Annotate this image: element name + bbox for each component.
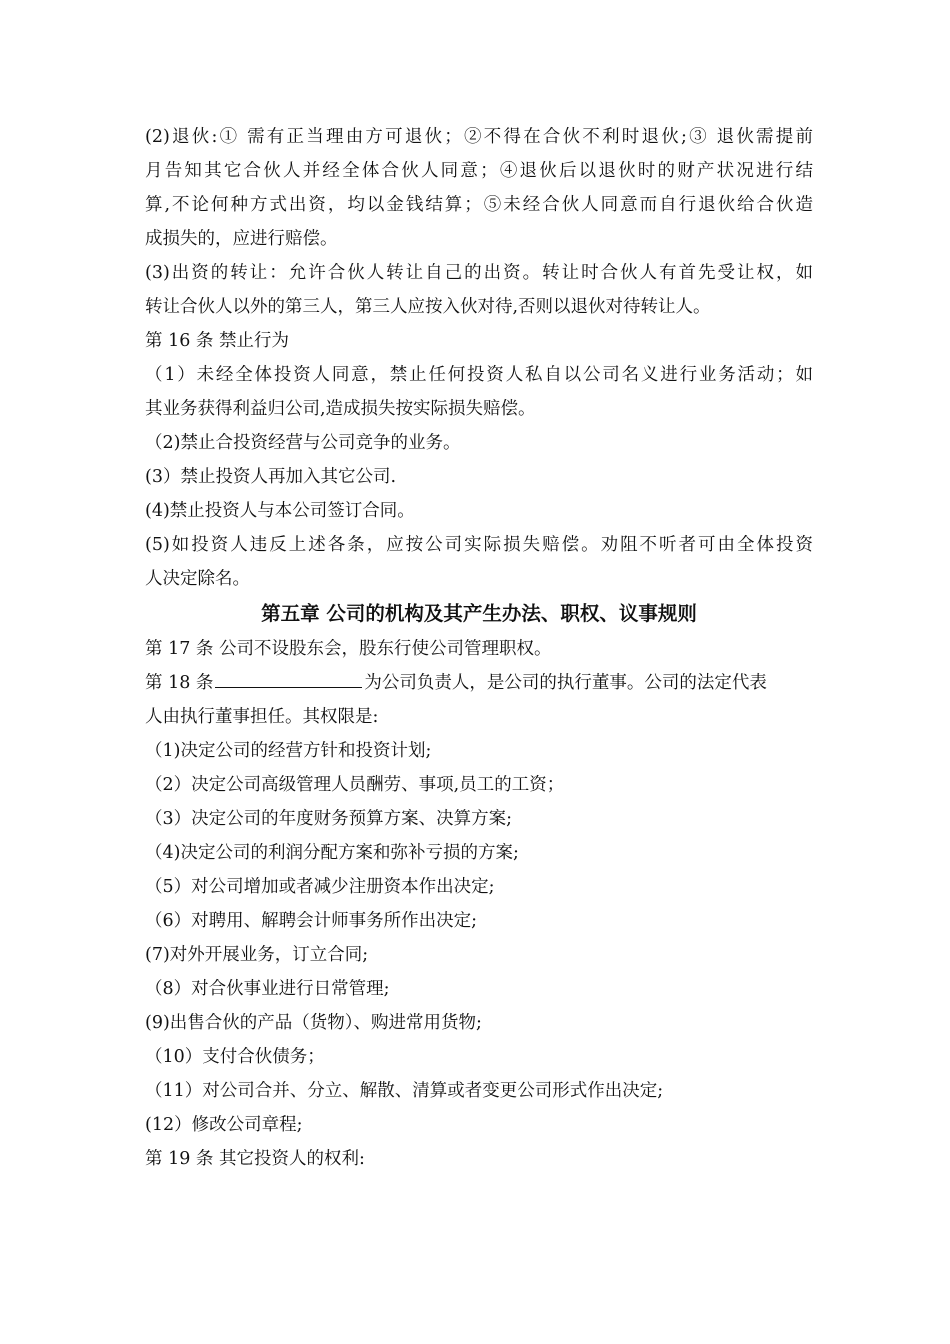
article-18-prefix: 第 18 条 <box>145 673 214 693</box>
power-item: （11）对公司合并、分立、解散、清算或者变更公司形式作出决定; <box>145 1081 664 1101</box>
article-18-line <box>145 666 813 700</box>
power-item: （2）决定公司高级管理人员酬劳、事项,员工的工资； <box>145 775 565 795</box>
power-item: （4)决定公司的利润分配方案和弥补亏损的方案; <box>145 843 519 863</box>
power-item: （1)决定公司的经营方针和投资计划; <box>145 741 432 761</box>
paragraph-line: 其业务获得利益归公司,造成损失按实际损失赔偿。 <box>145 399 536 419</box>
paragraph-line: 月告知其它合伙人并经全体合伙人同意；④退伙后以退伙时的财产状况进行结 <box>145 161 813 181</box>
power-item: （5）对公司增加或者减少注册资本作出决定; <box>145 877 495 897</box>
paragraph-line: 人决定除名。 <box>145 569 250 589</box>
paragraph-line: （2)禁止合投资经营与公司竞争的业务。 <box>145 433 461 453</box>
power-item: （3）决定公司的年度财务预算方案、决算方案; <box>145 809 513 829</box>
article-18-suffix: 为公司负责人，是公司的执行董事。公司的法定代表 <box>364 673 767 693</box>
power-item: （8）对合伙事业进行日常管理; <box>145 979 390 999</box>
paragraph-line: (2)退伙:① 需有正当理由方可退伙；②不得在合伙不利时退伙;③ 退伙需提前 <box>145 127 813 147</box>
paragraph-line: 转让合伙人以外的第三人，第三人应按入伙对待,否则以退伙对待转让人。 <box>145 297 711 317</box>
paragraph-line: （1）未经全体投资人同意，禁止任何投资人私自以公司名义进行业务活动；如 <box>145 365 813 385</box>
power-item: (12）修改公司章程; <box>145 1115 303 1135</box>
paragraph-line: (5)如投资人违反上述各条，应按公司实际损失赔偿。劝阻不听者可由全体投资 <box>145 535 813 555</box>
article-18-continuation: 人由执行董事担任。其权限是: <box>145 707 379 727</box>
power-item: (9)出售合伙的产品（货物）、购进常用货物; <box>145 1013 482 1033</box>
document-page <box>145 120 813 1176</box>
power-item: （6）对聘用、解聘会计师事务所作出决定; <box>145 911 478 931</box>
article-17: 第 17 条 公司不设股东会，股东行使公司管理职权。 <box>145 639 552 659</box>
paragraph-line: (3)出资的转让：允许合伙人转让自己的出资。转让时合伙人有首先受让权，如 <box>145 263 813 283</box>
chapter-heading: 第五章 公司的机构及其产生办法、职权、议事规则 <box>261 602 697 625</box>
paragraph-line: (3）禁止投资人再加入其它公司. <box>145 467 397 487</box>
power-item: （10）支付合伙债务； <box>145 1047 325 1067</box>
article-19-title: 第 19 条 其它投资人的权利: <box>145 1149 365 1169</box>
fill-in-blank[interactable] <box>215 667 362 688</box>
paragraph-line: (4)禁止投资人与本公司签订合同。 <box>145 501 415 521</box>
article-16-title: 第 16 条 禁止行为 <box>145 331 289 351</box>
paragraph-line: 算,不论何种方式出资，均以金钱结算；⑤未经合伙人同意而自行退伙给合伙造 <box>145 195 813 215</box>
power-item: (7)对外开展业务，订立合同; <box>145 945 369 965</box>
paragraph-line: 成损失的，应进行赔偿。 <box>145 229 338 249</box>
